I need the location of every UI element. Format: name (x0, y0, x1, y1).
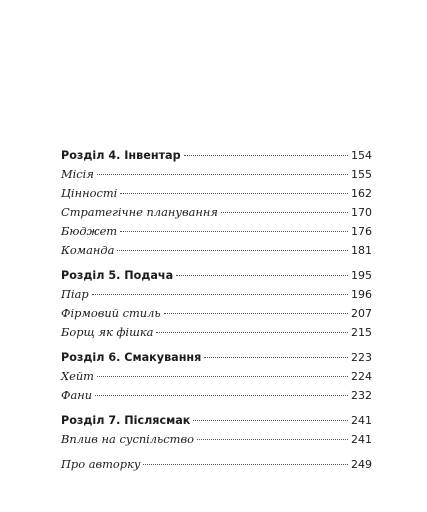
dot-leader (184, 155, 348, 156)
toc-page-number: 249 (351, 458, 372, 471)
dot-leader (156, 332, 348, 333)
dot-leader (176, 275, 348, 276)
dot-leader (204, 357, 348, 358)
toc-item-title: Хейт (61, 369, 94, 383)
dot-leader (221, 212, 348, 213)
toc-item[interactable] (61, 430, 372, 449)
toc-page-number: 196 (351, 288, 372, 301)
toc-chapter-title: Розділ 7. Післясмак (61, 414, 191, 427)
toc-item[interactable] (61, 323, 372, 342)
toc-page-number: 224 (351, 370, 372, 383)
toc-chapter-title: Розділ 4. Інвентар (61, 149, 181, 162)
toc-page-number: 207 (351, 307, 372, 320)
dot-leader (97, 376, 348, 377)
toc-afterword[interactable] (61, 455, 372, 474)
table-of-contents (61, 146, 372, 474)
dot-leader (120, 193, 348, 194)
toc-chapter-5[interactable] (61, 266, 372, 285)
toc-item-title: Команда (61, 243, 115, 257)
toc-item-title: Місія (61, 167, 94, 181)
toc-chapter-title: Розділ 6. Смакування (61, 351, 202, 364)
toc-page-number: 223 (351, 351, 372, 364)
toc-item-title: Цінності (61, 186, 118, 200)
toc-chapter-7[interactable] (61, 411, 372, 430)
toc-item[interactable] (61, 304, 372, 323)
toc-page-number: 241 (351, 414, 372, 427)
toc-item-title: Вплив на суспільство (61, 432, 194, 446)
dot-leader (95, 395, 348, 396)
toc-item-title: Фани (61, 388, 93, 402)
toc-chapter-4[interactable] (61, 146, 372, 165)
dot-leader (143, 464, 348, 465)
toc-item[interactable] (61, 222, 372, 241)
toc-item-title: Фірмовий стиль (61, 306, 161, 320)
toc-item[interactable] (61, 285, 372, 304)
toc-item-title: Борщ як фішка (61, 325, 154, 339)
toc-item-title: Бюджет (61, 224, 118, 238)
toc-item-title: Про авторку (61, 457, 141, 471)
toc-item[interactable] (61, 203, 372, 222)
toc-page-number: 195 (351, 269, 372, 282)
toc-page-number: 241 (351, 433, 372, 446)
toc-item[interactable] (61, 367, 372, 386)
dot-leader (193, 420, 348, 421)
toc-page-number: 232 (351, 389, 372, 402)
toc-item[interactable] (61, 165, 372, 184)
toc-page-number: 170 (351, 206, 372, 219)
toc-item-title: Стратегічне планування (61, 205, 218, 219)
dot-leader (164, 313, 348, 314)
dot-leader (117, 250, 348, 251)
toc-page-number: 176 (351, 225, 372, 238)
toc-chapter-6[interactable] (61, 348, 372, 367)
toc-item[interactable] (61, 386, 372, 405)
toc-page-number: 162 (351, 187, 372, 200)
dot-leader (97, 174, 348, 175)
toc-page-number: 181 (351, 244, 372, 257)
dot-leader (197, 439, 348, 440)
toc-page-number: 215 (351, 326, 372, 339)
toc-item-title: Піар (61, 287, 89, 301)
dot-leader (92, 294, 348, 295)
toc-page-number: 155 (351, 168, 372, 181)
toc-item[interactable] (61, 241, 372, 260)
toc-item[interactable] (61, 184, 372, 203)
toc-page-number: 154 (351, 149, 372, 162)
dot-leader (120, 231, 348, 232)
toc-chapter-title: Розділ 5. Подача (61, 269, 174, 282)
